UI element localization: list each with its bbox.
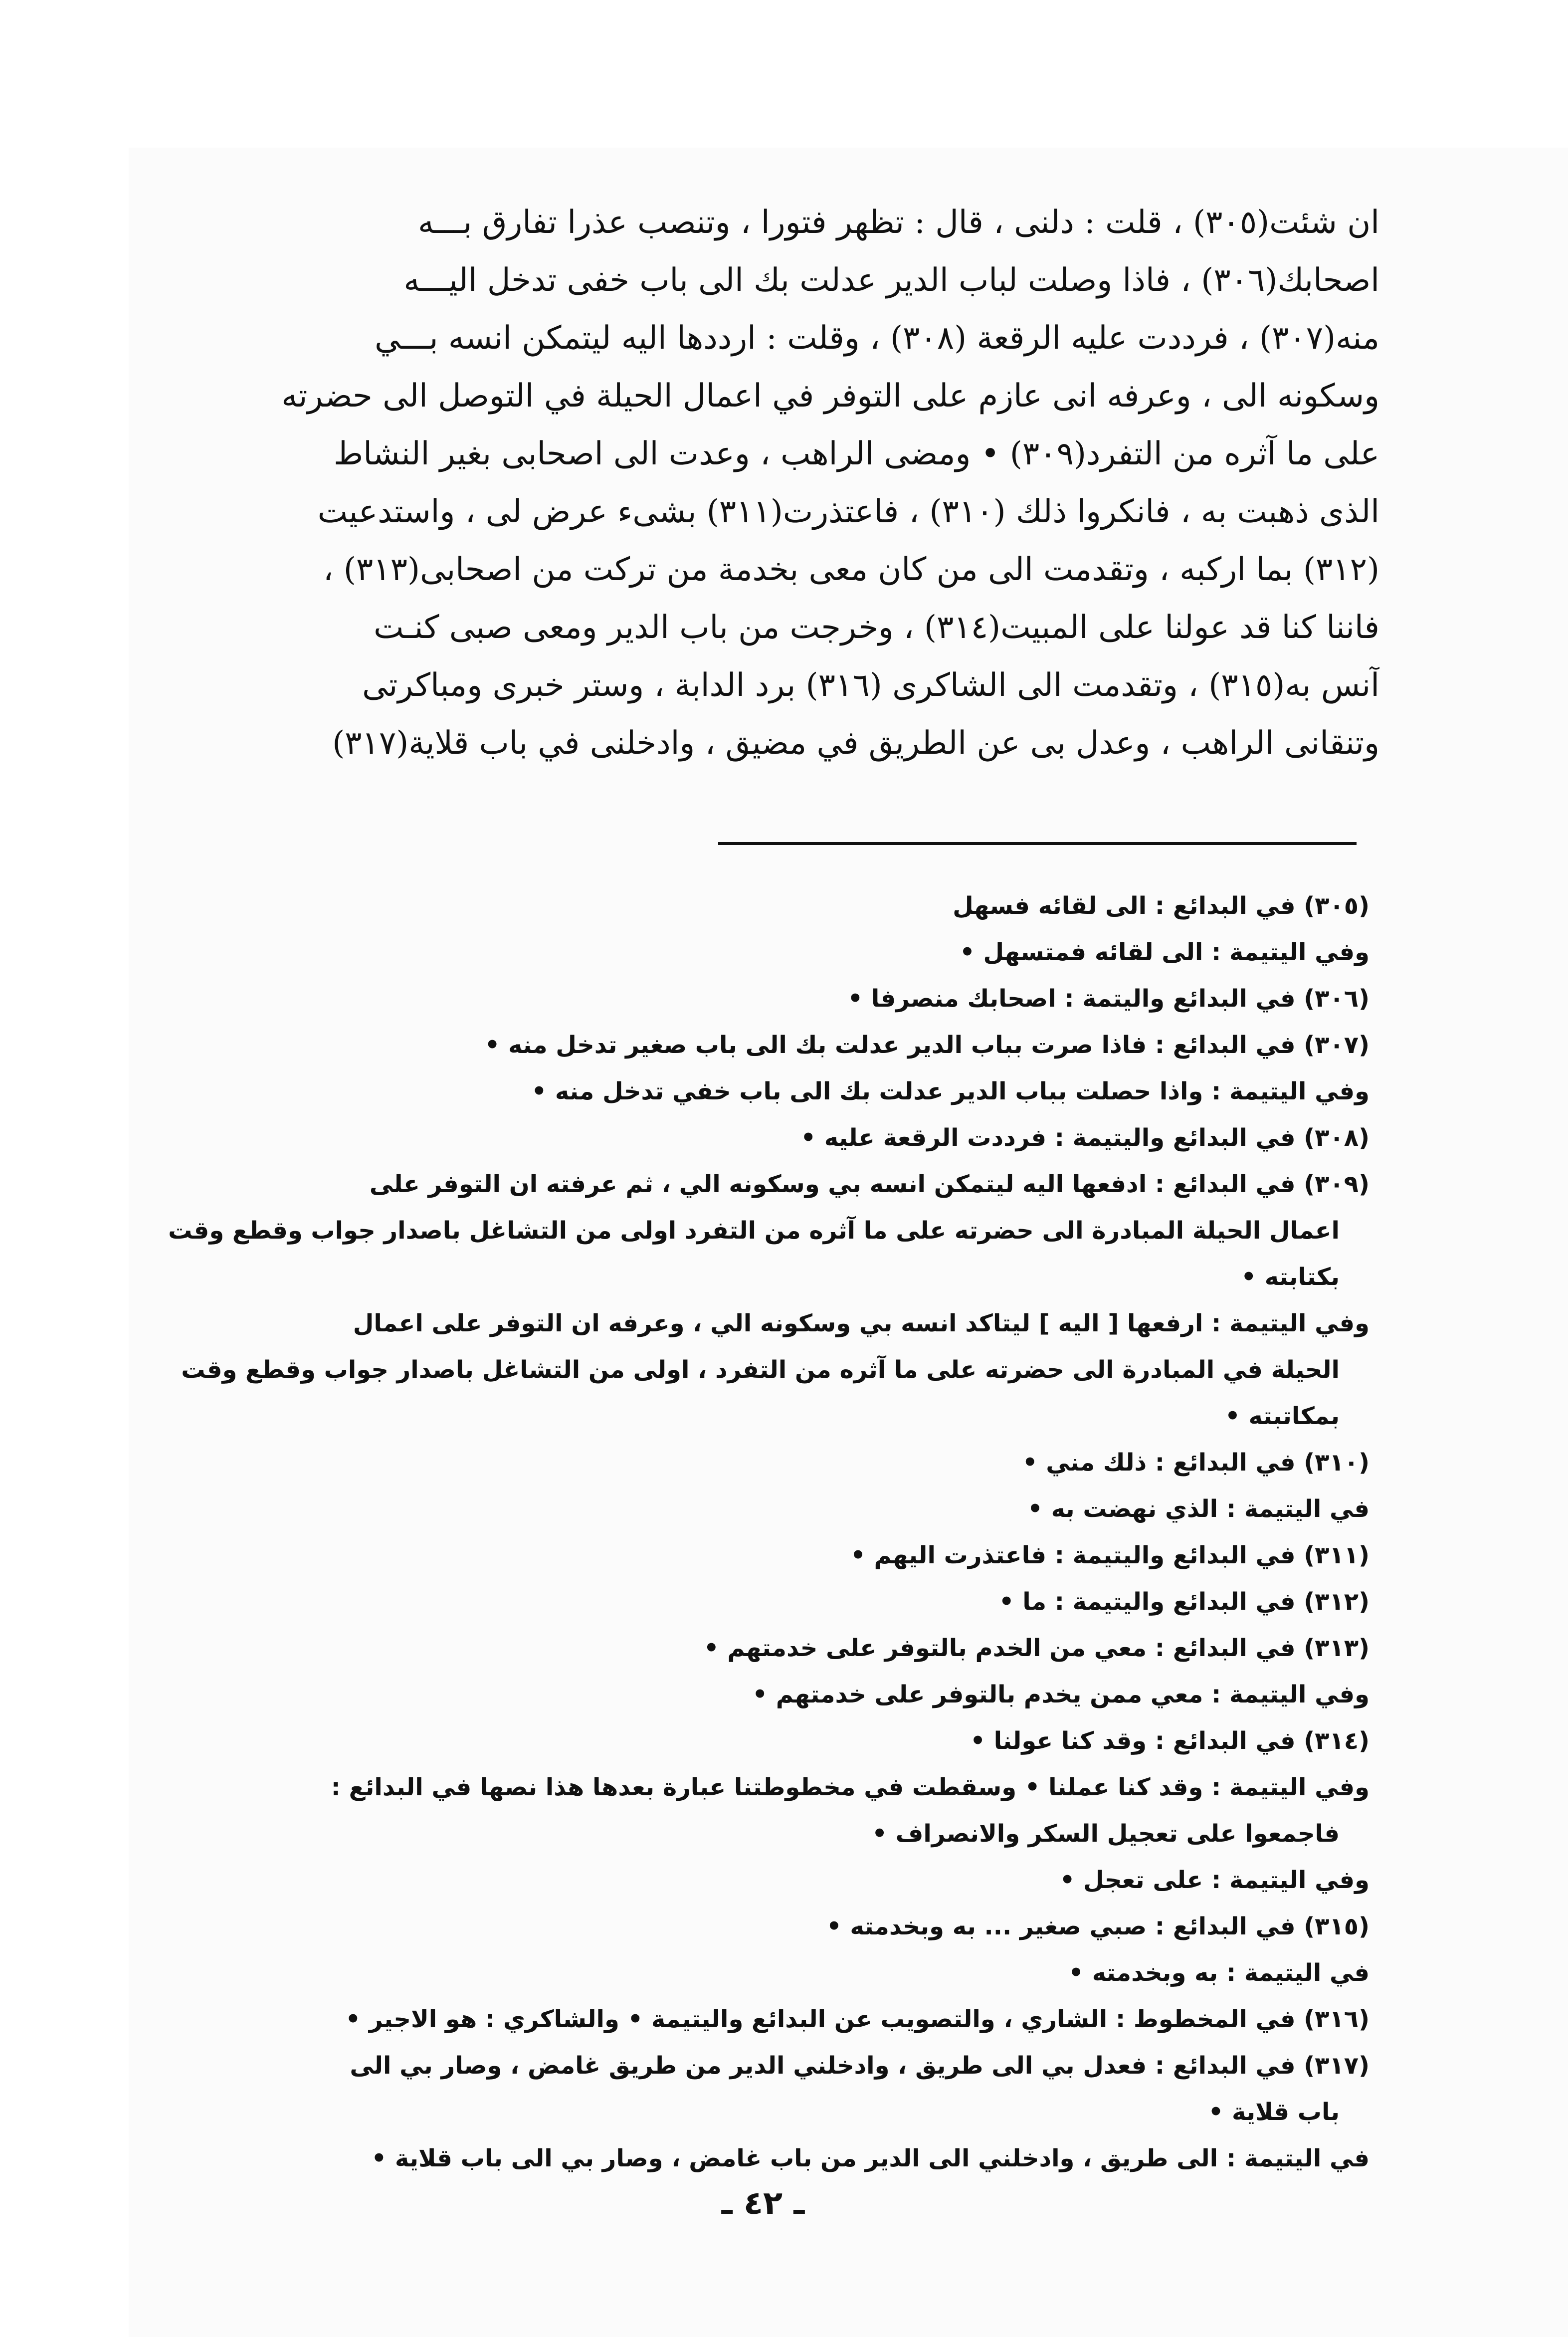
- footnote-line: (٣١٤) في البدائع : وقد كنا عولنا •: [970, 1727, 1370, 1755]
- main-text-line: فاننا كنا قد عولنا على المبيت(٣١٤) ، وخرجت من باب الدير ومعى صبى كنـت: [374, 609, 1379, 646]
- footnote-line: (٣٠٦) في البدائع واليتمة : اصحابك منصرفا •: [847, 985, 1370, 1013]
- footnote-line: وفي اليتيمة : وقد كنا عملنا • وسقطت في مخطوطتنا عبارة بعدها هذا نصها في البدائع :: [331, 1773, 1370, 1801]
- footnote-line: وفي اليتيمة : الى لقائه فمتسهل •: [960, 938, 1370, 966]
- footnote-line: بمكاتبته •: [1225, 1402, 1340, 1430]
- footnote-line: (٣٠٨) في البدائع واليتيمة : فرددت الرقعة عليه •: [800, 1124, 1370, 1152]
- main-text-line: منه(٣٠٧) ، فرددت عليه الرقعة (٣٠٨) ، وقلت : ارددها اليه ليتمكن انسه بـــي: [375, 320, 1379, 357]
- footnote-line: (٣٠٩) في البدائع : ادفعها اليه ليتمكن انسه بي وسكونه الي ، ثم عرفته ان التوفر على: [369, 1170, 1370, 1198]
- footnote-line: اعمال الحيلة المبادرة الى حضرته على ما آثره من التفرد اولى من التشاغل باصدار جواب وقطع وقت: [168, 1217, 1340, 1245]
- main-text-line: الذى ذهبت به ، فانكروا ذلك (٣١٠) ، فاعتذرت(٣١١) بشىء عرض لى ، واستدعيت: [317, 493, 1379, 530]
- footnote-line: (٣٠٥) في البدائع : الى لقائه فسهل: [953, 892, 1370, 920]
- footnote-line: (٣١٠) في البدائع : ذلك مني •: [1022, 1449, 1370, 1477]
- footnote-line: الحيلة في المبادرة الى حضرته على ما آثره من التفرد ، اولى من التشاغل باصدار جواب وقطع وقت: [181, 1356, 1340, 1384]
- main-text-line: على ما آثره من التفرد(٣٠٩) • ومضى الراهب ، وعدت الى اصحابى بغير النشاط: [334, 435, 1379, 472]
- main-text-line: وتنقانى الراهب ، وعدل بى عن الطريق في مضيق ، وادخلنى في باب قلاية(٣١٧): [332, 725, 1379, 762]
- main-text-line: وسكونه الى ، وعرفه انى عازم على التوفر في اعمال الحيلة في التوصل الى حضرته: [281, 378, 1379, 415]
- main-text-line: (٣١٢) بما اركبه ، وتقدمت الى من كان معى بخدمة من تركت من اصحابى(٣١٣) ،: [323, 551, 1379, 588]
- footnote-separator: [718, 842, 1357, 845]
- main-text-line: ان شئت(٣٠٥) ، قلت : دلنى ، قال : تظهر فتورا ، وتنصب عذرا تفارق بـــه: [418, 204, 1379, 241]
- footnote-line: (٣١١) في البدائع واليتيمة : فاعتذرت اليهم •: [850, 1541, 1370, 1569]
- footnote-line: وفي اليتيمة : على تعجل •: [1059, 1866, 1370, 1894]
- footnote-line: (٣١٢) في البدائع واليتيمة : ما •: [998, 1588, 1370, 1616]
- footnote-line: (٣١٣) في البدائع : معي من الخدم بالتوفر على خدمتهم •: [703, 1634, 1370, 1662]
- footnotes: [153, 883, 1370, 2182]
- footnote-line: باب قلاية •: [1208, 2098, 1340, 2126]
- footnote-line: وفي اليتيمة : واذا حصلت بباب الدير عدلت بك الى باب خفي تدخل منه •: [531, 1077, 1370, 1105]
- footnote-line: (٣١٥) في البدائع : صبي صغير ... به وبخدمته •: [826, 1912, 1370, 1940]
- footnote-line: في اليتيمة : به وبخدمته •: [1068, 1959, 1370, 1987]
- footnote-line: (٣١٦) في المخطوط : الشاري ، والتصويب عن البدائع واليتيمة • والشاكري : هو الاجير •: [345, 2005, 1370, 2033]
- footnote-line: فاجمعوا على تعجيل السكر والانصراف •: [872, 1820, 1340, 1848]
- footnote-line: وفي اليتيمة : معي ممن يخدم بالتوفر على خدمتهم •: [752, 1681, 1370, 1708]
- main-text-line: آنس به(٣١٥) ، وتقدمت الى الشاكرى (٣١٦) برد الدابة ، وستر خبرى ومباكرتى: [362, 667, 1379, 704]
- page-number: ـ ٤٢ ـ: [721, 2185, 805, 2222]
- footnote-line: بكتابته •: [1241, 1263, 1340, 1291]
- main-text-line: اصحابك(٣٠٦) ، فاذا وصلت لباب الدير عدلت بك الى باب خفى تدخل اليـــه: [403, 262, 1379, 299]
- footnote-line: في اليتيمة : الذي نهضت به •: [1027, 1495, 1370, 1523]
- footnote-line: في اليتيمة : الى طريق ، وادخلني الى الدير من باب غامض ، وصار بي الى باب قلاية •: [371, 2144, 1370, 2172]
- footnote-line: (٣٠٧) في البدائع : فاذا صرت بباب الدير عدلت بك الى باب صغير تدخل منه •: [484, 1031, 1370, 1059]
- footnote-line: وفي اليتيمة : ارفعها [ اليه ] ليتاكد انسه بي وسكونه الي ، وعرفه ان التوفر على اعمال: [353, 1309, 1370, 1337]
- footnote-line: (٣١٧) في البدائع : فعدل بي الى طريق ، وادخلني الدير من طريق غامض ، وصار بي الى: [350, 2052, 1370, 2080]
- main-text: [153, 194, 1379, 772]
